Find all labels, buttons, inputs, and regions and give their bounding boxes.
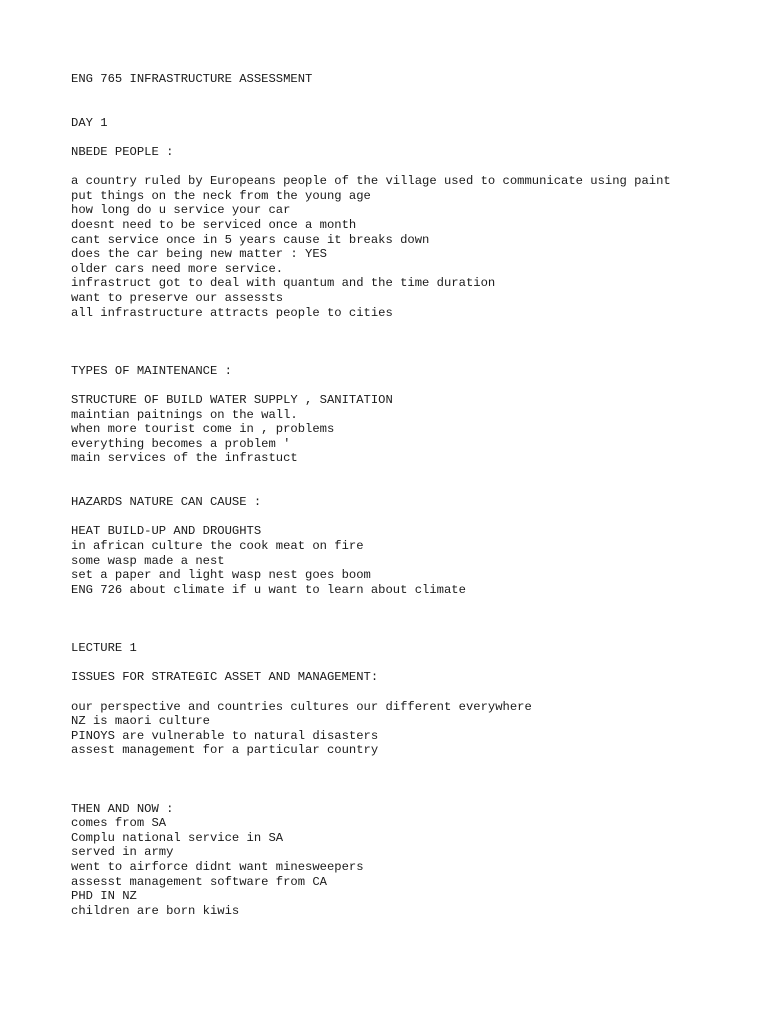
document-line: in african culture the cook meat on fire [71, 539, 364, 553]
document-line [71, 685, 751, 700]
document-line [71, 612, 751, 627]
document-line [71, 101, 751, 116]
document-line: children are born kiwis [71, 903, 240, 918]
document-line [71, 87, 751, 102]
document-line [71, 758, 751, 773]
document-line: cant service once in 5 years cause it breaks down [71, 232, 430, 247]
document-line [71, 787, 751, 802]
document-line: THEN AND NOW : [71, 801, 174, 816]
document-line: comes from SA [71, 816, 167, 831]
document-line: set a paper and light wasp nest goes boom [71, 568, 371, 583]
document-line: PINOYS are vulnerable to natural disasters [71, 728, 379, 743]
document-line: Complu national service in SA [71, 830, 284, 845]
document-line [71, 627, 751, 642]
document-line: TYPES OF MAINTENANCE : [71, 363, 232, 378]
document-line [71, 597, 751, 612]
document-line: put things on the neck from the young age [71, 188, 371, 203]
document-line: assesst management software from CA [71, 874, 327, 889]
document-line: NBEDE PEOPLE : [71, 144, 174, 159]
document-line: HAZARDS NATURE CAN CAUSE : [71, 495, 262, 510]
document-line [71, 656, 751, 671]
document-line: NZ is maori culture [71, 714, 210, 729]
document-line: main services of the infrastuct [71, 451, 298, 466]
document-line: PHD IN NZ [71, 889, 137, 904]
document-line: doesnt need to be serviced once a month [71, 217, 357, 232]
document-text [71, 72, 751, 918]
document-line: does the car being new matter : YES [71, 247, 327, 262]
document-line: ISSUES FOR STRATEGIC ASSET AND MANAGEMENT: [71, 670, 379, 685]
document-line: all infrastructure attracts people to cities [71, 305, 393, 320]
document-line: a country ruled by Europeans people of the village used to communicate using paint [71, 174, 671, 189]
document-line: LECTURE 1 [71, 641, 137, 656]
document-line: ENG 765 INFRASTRUCTURE ASSESSMENT [71, 72, 313, 86]
document-line: how long do u service your car [71, 203, 291, 218]
document-line [71, 160, 751, 175]
document-line [71, 466, 751, 481]
document-line: everything becomes a problem ' [71, 436, 291, 451]
document-line: infrastruct got to deal with quantum and the time duration [71, 276, 496, 291]
document-line [71, 130, 751, 145]
document-line: assest management for a particular country [71, 743, 379, 758]
document-line [71, 773, 751, 788]
document-line [71, 335, 751, 350]
document-line: maintian paitnings on the wall. [71, 407, 298, 422]
document-line [71, 481, 751, 496]
document-line: want to preserve our assessts [71, 290, 284, 305]
document-line: when more tourist come in , problems [71, 422, 335, 437]
document-line: STRUCTURE OF BUILD WATER SUPPLY , SANITATION [71, 393, 393, 408]
document-line [71, 349, 751, 364]
document-line [71, 510, 751, 525]
document-line: went to airforce didnt want minesweepers [71, 860, 364, 875]
document-line: our perspective and countries cultures our different everywhere [71, 699, 532, 714]
document-line: served in army [71, 845, 174, 860]
document-line: ENG 726 about climate if u want to learn about climate [71, 582, 466, 597]
document-line: HEAT BUILD-UP AND DROUGHTS [71, 524, 262, 539]
document-line [71, 320, 751, 335]
document-line [71, 378, 751, 393]
document-line: DAY 1 [71, 115, 108, 130]
document-line: older cars need more service. [71, 261, 284, 276]
document-line: some wasp made a nest [71, 553, 225, 568]
